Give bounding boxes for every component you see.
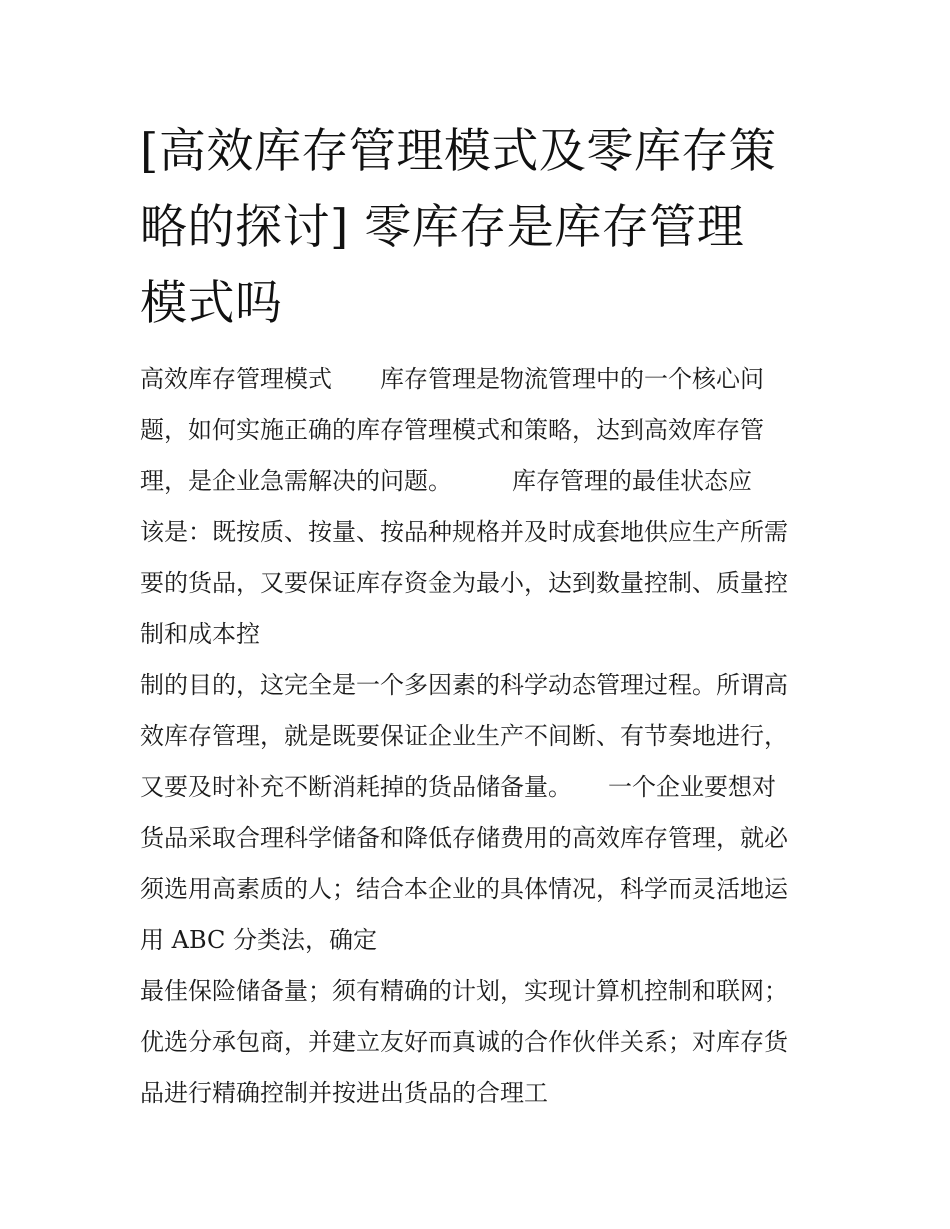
- body-line: 制和成本控: [140, 620, 260, 648]
- body-line: 效库存管理，就是既要保证企业生产不间断、有节奏地进行，: [140, 722, 788, 750]
- body-line: 理，是企业急需解决的问题。 库存管理的最佳状态应: [140, 467, 752, 495]
- body-line: 题，如何实施正确的库存管理模式和策略，达到高效库存管: [140, 416, 764, 444]
- body-line: 用 ABC 分类法，确定: [140, 926, 378, 954]
- body-line: 最佳保险储备量；须有精确的计划，实现计算机控制和联网；: [140, 977, 788, 1005]
- body-line: 品进行精确控制并按进出货品的合理工: [140, 1079, 548, 1107]
- title-line: 略的探讨] 零库存是库存管理: [140, 200, 745, 255]
- document-title: [140, 114, 820, 342]
- title-line: [高效库存管理模式及零库存策: [140, 124, 777, 179]
- body-text: [140, 354, 812, 1119]
- body-line: 高效库存管理模式 库存管理是物流管理中的一个核心问: [140, 365, 764, 393]
- body-line: 货品采取合理科学储备和降低存储费用的高效库存管理，就必: [140, 824, 788, 852]
- body-line: 优选分承包商，并建立友好而真诚的合作伙伴关系；对库存货: [140, 1028, 788, 1056]
- body-line: 又要及时补充不断消耗掉的货品储备量。 一个企业要想对: [140, 773, 776, 801]
- body-line: 制的目的，这完全是一个多因素的科学动态管理过程。所谓高: [140, 671, 788, 699]
- body-line: 该是：既按质、按量、按品种规格并及时成套地供应生产所需: [140, 518, 788, 546]
- body-line: 须选用高素质的人；结合本企业的具体情况，科学而灵活地运: [140, 875, 788, 903]
- title-line: 模式吗: [140, 276, 283, 331]
- body-line: 要的货品，又要保证库存资金为最小，达到数量控制、质量控: [140, 569, 788, 597]
